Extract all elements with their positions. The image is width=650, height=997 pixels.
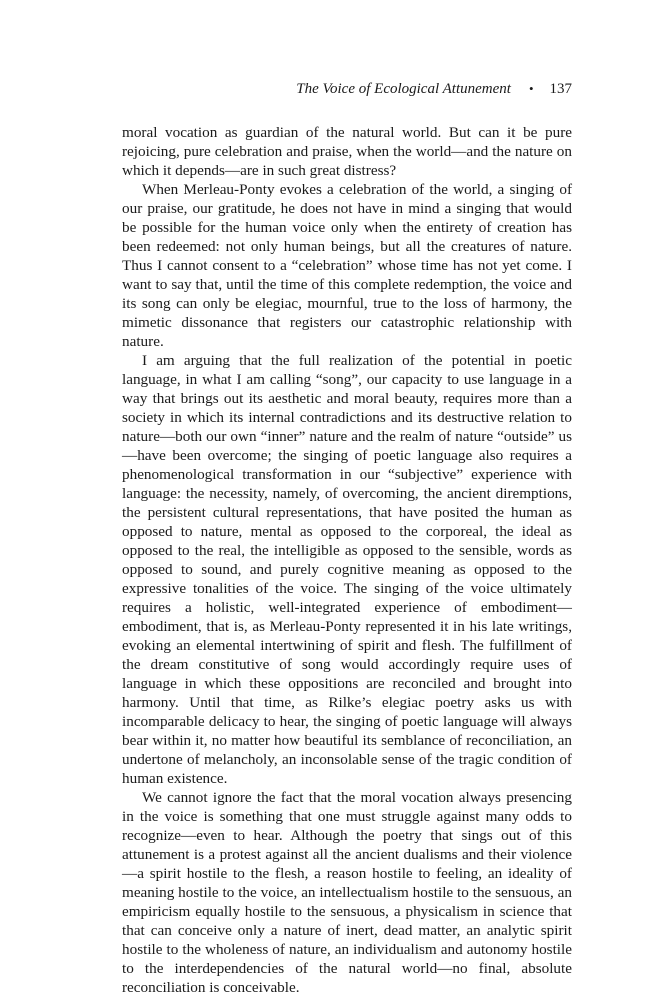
running-head	[122, 80, 572, 98]
bullet-separator: •	[528, 81, 534, 96]
paragraph-continued: moral vocation as guardian of the natural world. But can it be pure rejoicing, pure celebration and praise, when the world—and the nature on which it depends—are in such great distress?	[122, 124, 572, 179]
paragraph-poetic-language-song: I am arguing that the full realization of the potential in poetic language, in what I am calling “song”, our capacity to use language in a way that brings out its aesthetic and moral beauty, requires more than a society in which its internal contradictions and its destructive relation to nature—both our own “inner” nature and the realm of nature “outside” us—have been overcome; the singing of poetic language also requires a phenomenological transformation in our “subjective” experience with language: the necessity, namely, of overcoming, the ancient diremptions, the persistent cultural representations, that have posited the human as opposed to nature, mental as opposed to the corporeal, the ideal as opposed to the real, the intelligible as opposed to the sensible, words as opposed to sound, and purely cognitive meaning as opposed to the expressive tonalities of the voice. The singing of the voice ultimately requires a holistic, well-integrated experience of embodiment—embodiment, that is, as Merleau-Ponty represented it in his late writings, evoking an elemental intertwining of spirit and flesh. The fulfillment of the dream constitutive of song would accordingly require uses of language in which these oppositions are reconciled and brought into harmony. Until that time, as Rilke’s elegiac poetry asks us with incomparable delicacy to hear, the singing of poetic language will always bear within it, no matter how beautiful its semblance of reconciliation, an undertone of melancholy, an inconsolable sense of the tragic condition of human existence.	[122, 352, 572, 787]
paragraph-moral-vocation: We cannot ignore the fact that the moral vocation always presencing in the voice is something that one must struggle against many odds to recognize—even to hear. Although the poetry that sings out of this attunement is a protest against all the ancient dualisms and their violence—a spirit hostile to the flesh, a reason hostile to feeling, an ideality of meaning hostile to the voice, an intellectualism hostile to the sensuous, an empiricism equally hostile to the sensuous, a physicalism in science that that can conceive only a nature of inert, dead matter, an analytic spirit hostile to the wholeness of nature, an individualism and autonomy hostile to the interdependencies of the natural world—no final, absolute reconciliation is conceivable.	[122, 789, 572, 996]
page-number: 137	[549, 81, 572, 97]
body-text	[122, 123, 572, 997]
paragraph-merleau-ponty-celebration: When Merleau-Ponty evokes a celebration of the world, a singing of our praise, our gratitude, he does not have in mind a singing that would be possible for the human voice only when the entirety of creation has been redeemed: not only human beings, but all the creatures of nature. Thus I cannot consent to a “celebration” whose time has not yet come. I want to say that, until the time of this complete redemption, the voice and its song can only be elegiac, mournful, true to the loss of harmony, the mimetic dissonance that registers our catastrophic relationship with nature.	[122, 181, 572, 350]
running-title: The Voice of Ecological Attunement	[296, 81, 511, 97]
